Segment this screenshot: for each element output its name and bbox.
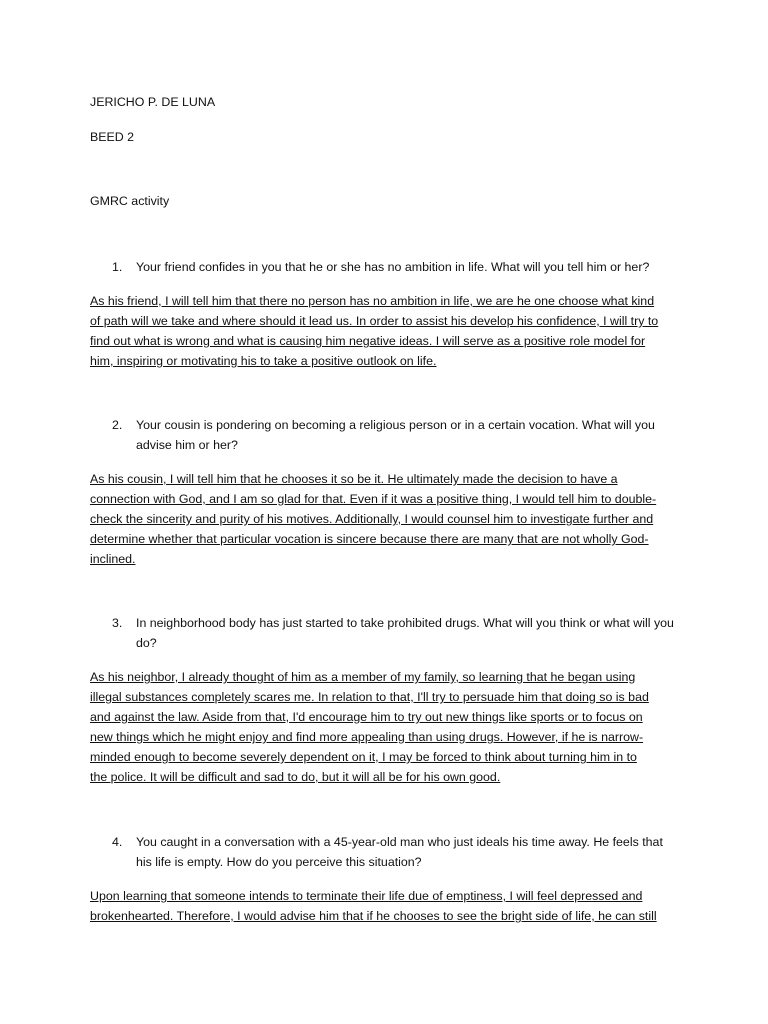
answer-line: and against the law. Aside from that, I'd encourage him to try out new things like sports or to focus on	[90, 710, 643, 724]
question-3	[90, 613, 680, 653]
question-number: 1.	[112, 260, 123, 274]
answer-line: the police. It will be difficult and sad to do, but it will all be for his own good.	[90, 770, 501, 784]
question-1	[90, 257, 680, 277]
answer-line: As his neighbor, I already thought of him as a member of my family, so learning that he began using	[90, 670, 636, 684]
answer-line: new things which he might enjoy and find more appealing than using drugs. However, if he is narrow-	[90, 730, 644, 744]
question-text: Your cousin is pondering on becoming a religious person or in a certain vocation. What will you advise him or her?	[136, 418, 655, 452]
activity-title: GMRC activity	[90, 194, 170, 208]
student-course: BEED 2	[90, 130, 135, 144]
student-name: JERICHO P. DE LUNA	[90, 95, 216, 109]
question-number: 4.	[112, 835, 123, 849]
answer-line: As his cousin, I will tell him that he chooses it so be it. He ultimately made the decision to have a	[90, 472, 618, 486]
answer-line: brokenhearted. Therefore, I would advise him that if he chooses to see the bright side of life, he can still	[90, 909, 657, 923]
answer-line: minded enough to become severely dependent on it, I may be forced to think about turning him in to	[90, 750, 637, 764]
question-2	[90, 415, 680, 455]
answer-4	[90, 886, 690, 926]
answer-line: inclined.	[90, 552, 136, 566]
question-text: In neighborhood body has just started to take prohibited drugs. What will you think or what will you do?	[136, 616, 674, 650]
answer-2	[90, 469, 690, 569]
answer-line: Upon learning that someone intends to terminate their life due of emptiness, I will feel depressed and	[90, 889, 643, 903]
answer-line: check the sincerity and purity of his motives. Additionally, I would counsel him to investigate further and	[90, 512, 654, 526]
question-number: 2.	[112, 418, 123, 432]
answer-line: connection with God, and I am so glad for that. Even if it was a positive thing, I would tell him to double-	[90, 492, 657, 506]
answer-line: of path will we take and where should it lead us. In order to assist his develop his confidence, I will try to	[90, 314, 659, 328]
question-text: Your friend confides in you that he or she has no ambition in life. What will you tell him or her?	[136, 260, 650, 274]
answer-3	[90, 667, 690, 787]
question-number: 3.	[112, 616, 123, 630]
question-4	[90, 832, 680, 872]
question-text: You caught in a conversation with a 45-year-old man who just ideals his time away. He feels that his life is empty. How do you perceive this situation?	[136, 835, 663, 869]
answer-line: him, inspiring or motivating his to take a positive outlook on life.	[90, 354, 437, 368]
answer-line: find out what is wrong and what is causing him negative ideas. I will serve as a positive role model for	[90, 334, 646, 348]
answer-1	[90, 291, 690, 371]
answer-line: As his friend, I will tell him that there no person has no ambition in life, we are he one choose what kind	[90, 294, 655, 308]
answer-line: determine whether that particular vocation is sincere because there are many that are not wholly God-	[90, 532, 649, 546]
answer-line: illegal substances completely scares me. In relation to that, I'll try to persuade him that doing so is bad	[90, 690, 649, 704]
